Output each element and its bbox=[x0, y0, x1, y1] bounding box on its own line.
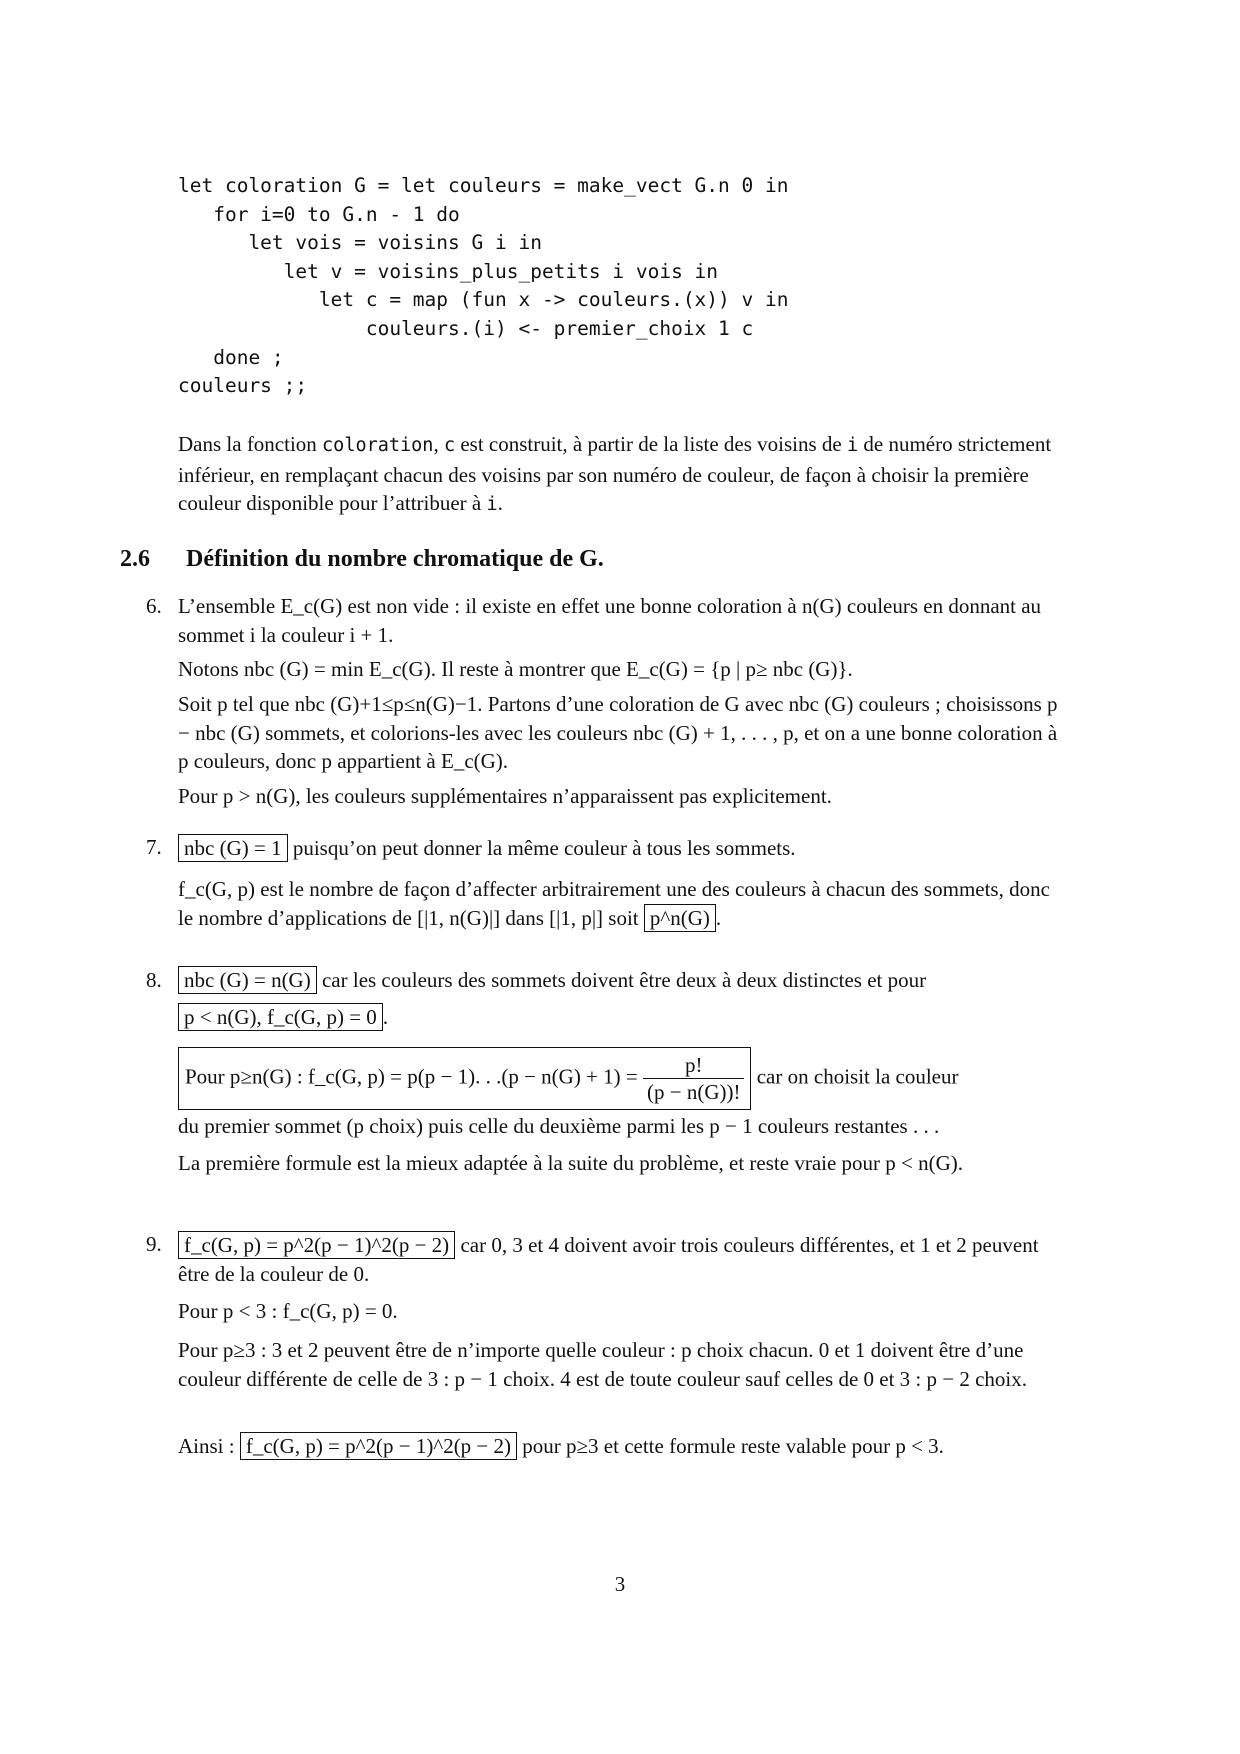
inline-code: i bbox=[486, 494, 498, 515]
item6-paragraph-1: L’ensemble E_c(G) est non vide : il existe en effet une bonne coloration à n(G) couleurs en donnant au sommet i la couleur i + 1. bbox=[178, 594, 1042, 647]
item8-text: car les couleurs des sommets doivent être deux à deux distinctes et pour bbox=[316, 968, 927, 992]
formula-text: Pour p≥n(G) : f_c(G, p) = p(p − 1). . .(p − n(G) + 1) = bbox=[185, 1064, 638, 1089]
inline-code: i bbox=[847, 435, 859, 456]
item9-paragraph-4 bbox=[178, 1432, 1070, 1461]
boxed-formula bbox=[178, 1047, 751, 1110]
section-heading bbox=[120, 546, 604, 573]
intro-paragraph bbox=[178, 430, 1070, 520]
item9-paragraph-1 bbox=[178, 1231, 1070, 1288]
boxed-result: p < n(G), f_c(G, p) = 0 bbox=[178, 1003, 383, 1031]
item-number: 6. bbox=[146, 594, 162, 618]
fraction-denominator: (p − n(G))! bbox=[647, 1080, 741, 1104]
item9-paragraph-3: Pour p≥3 : 3 et 2 peuvent être de n’importe quelle couleur : p choix chacun. 0 et 1 doivent être d’une couleur différente de celle de 3 : p − 1 choix. 4 est de toute couleur sauf celles de 0 et 3 : p − 2 choix. bbox=[178, 1338, 1028, 1391]
item9-text: car 0, 3 et 4 doivent avoir trois couleurs différentes, et 1 et 2 peuvent être de la couleur de 0. bbox=[178, 1233, 1039, 1286]
item-number: 8. bbox=[146, 968, 162, 992]
boxed-result: nbc (G) = n(G) bbox=[178, 966, 317, 994]
intro-text: . bbox=[497, 491, 503, 515]
inline-code: c bbox=[443, 435, 456, 456]
intro-text: Dans la fonction bbox=[178, 432, 323, 456]
item8-text: car on choisit la couleur bbox=[756, 1064, 959, 1089]
item7-paragraph-2: f_c(G, p) est le nombre de façon d’affecter arbitrairement une des couleurs à chacun des sommets, donc le nombre d’applications de [|1, n(G)|] dans [|1, p|] soit p^n(G) . bbox=[178, 877, 1050, 930]
item8-paragraph-2: p < n(G), f_c(G, p) = 0 . bbox=[178, 1003, 1070, 1032]
item-number: 9. bbox=[146, 1232, 162, 1256]
code-listing: let coloration G = let couleurs = make_vect G.n 0 in for i=0 to G.n - 1 do let vois = voisins G i in let v = voisins_plus_petits i vois in let c = map (fun x -> couleurs.(x)) v in couleurs.(i) <- premier_choix 1 c done ; couleurs ;; bbox=[178, 174, 789, 398]
item8-paragraph-4: La première formule est la mieux adaptée à la suite du problème, et reste vraie pour p < n(G). bbox=[178, 1151, 964, 1175]
intro-text: de numéro strictement inférieur, en remplaçant chacun des voisins par son numéro de couleur, de façon à choisir la première couleur disponible pour l’attribuer à bbox=[178, 432, 1052, 515]
item7-text: puisqu’on peut donner la même couleur à tous les sommets. bbox=[287, 836, 796, 860]
inline-code: coloration bbox=[322, 435, 434, 456]
intro-text: est construit, à partir de la liste des voisins de bbox=[455, 432, 847, 456]
fraction bbox=[643, 1052, 744, 1105]
boxed-result: f_c(G, p) = p^2(p − 1)^2(p − 2) bbox=[240, 1432, 517, 1460]
boxed-result: p^n(G) bbox=[644, 904, 716, 932]
section-number: 2.6 bbox=[120, 546, 150, 572]
item9-text: Ainsi : bbox=[178, 1434, 235, 1458]
boxed-result: nbc (G) = 1 bbox=[178, 834, 288, 862]
item8-formula-line bbox=[178, 1047, 1070, 1110]
item9-text: pour p≥3 et cette formule reste valable pour p < 3. bbox=[522, 1434, 944, 1458]
page-number: 3 bbox=[614, 1572, 626, 1596]
item-number: 7. bbox=[146, 835, 162, 859]
item7-paragraph-1 bbox=[178, 834, 1070, 863]
section-title: Définition du nombre chromatique de G. bbox=[186, 546, 604, 572]
item8-paragraph-3: du premier sommet (p choix) puis celle du deuxième parmi les p − 1 couleurs restantes . . . bbox=[178, 1114, 940, 1138]
item6-paragraph-4: Pour p > n(G), les couleurs supplémentaires n’apparaissent pas explicitement. bbox=[178, 784, 832, 808]
item7-text: f_c(G, p) est le nombre de façon d’affecter arbitrairement une des couleurs à chacun des sommets, donc le nombre d’applications de [|1, n(G)|] dans [|1, p|] soit bbox=[178, 877, 1050, 930]
fraction-numerator: p! bbox=[643, 1052, 744, 1079]
item8-paragraph-1 bbox=[178, 966, 1070, 995]
intro-text: , bbox=[433, 432, 444, 456]
item6-paragraph-3: Soit p tel que nbc (G)+1≤p≤n(G)−1. Partons d’une coloration de G avec nbc (G) couleurs ; choisissons p − nbc (G) sommets, et colorions-les avec les couleurs nbc (G) + 1, . . . , p, et on a une bonne coloration à p couleurs, donc p appartient à E_c(G). bbox=[178, 692, 1058, 773]
boxed-result: f_c(G, p) = p^2(p − 1)^2(p − 2) bbox=[178, 1231, 455, 1259]
item9-paragraph-2: Pour p < 3 : f_c(G, p) = 0. bbox=[178, 1299, 398, 1323]
item6-paragraph-2: Notons nbc (G) = min E_c(G). Il reste à montrer que E_c(G) = {p | p≥ nbc (G)}. bbox=[178, 657, 853, 681]
